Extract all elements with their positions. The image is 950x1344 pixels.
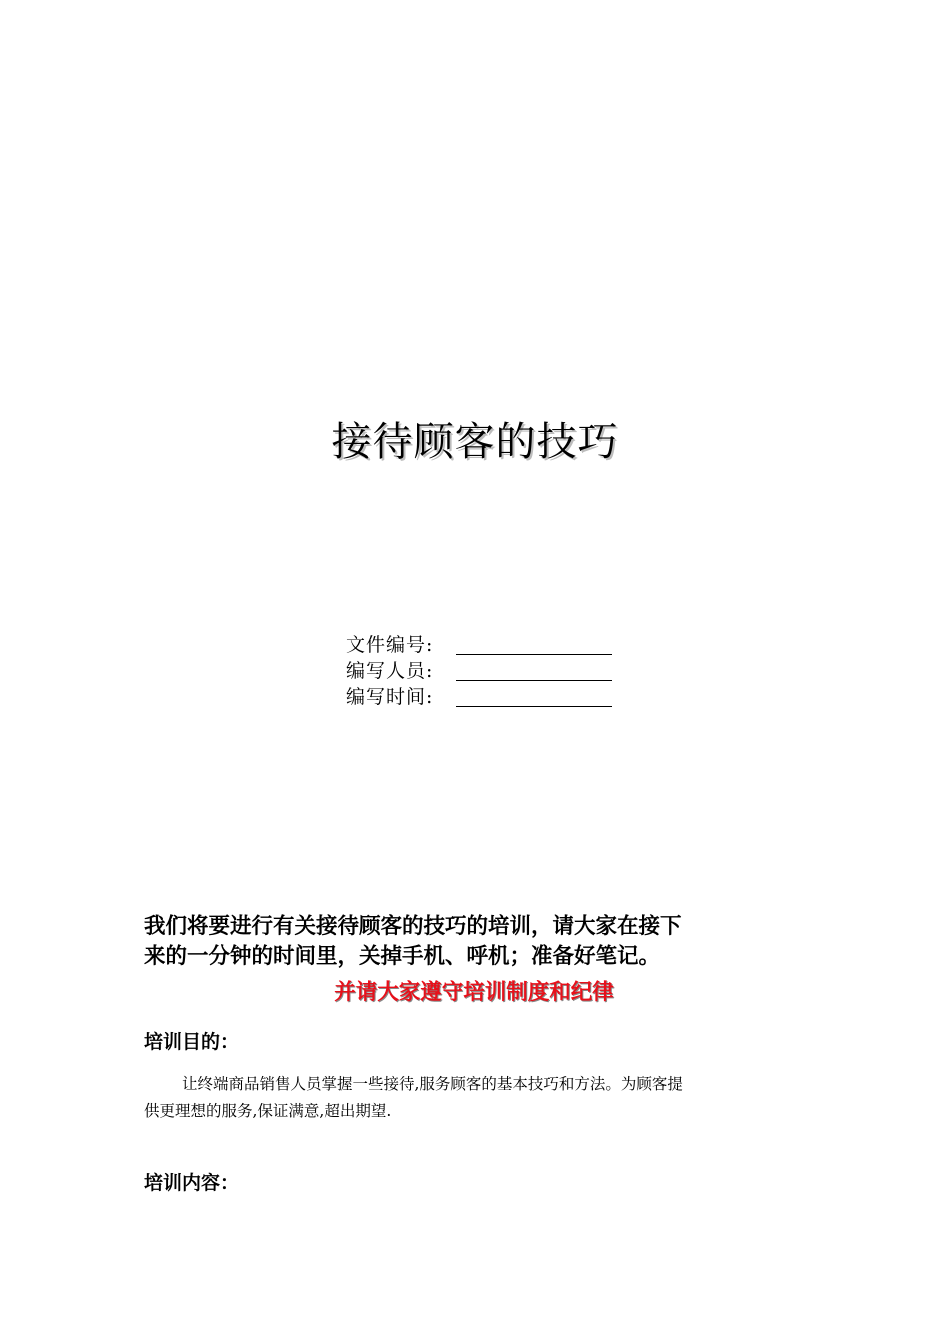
document-title: 接待顾客的技巧 bbox=[331, 419, 619, 465]
document-meta-block bbox=[346, 631, 612, 709]
content-heading: 培训内容： bbox=[144, 1172, 240, 1194]
date-row bbox=[346, 683, 612, 709]
author-blank bbox=[456, 660, 612, 681]
training-notice-line-1: 我们将要进行有关接待顾客的技巧的培训，请大家在接下 bbox=[144, 914, 682, 939]
date-blank bbox=[456, 686, 612, 707]
purpose-line-2: 供更理想的服务,保证满意,超出期望. bbox=[144, 1102, 392, 1120]
author-label: 编写人员: bbox=[346, 660, 434, 682]
file-number-label: 文件编号: bbox=[346, 634, 434, 656]
training-notice-line-2: 来的一分钟的时间里，关掉手机、呼机；准备好笔记。 bbox=[144, 944, 661, 969]
training-notice bbox=[144, 912, 804, 972]
author-row bbox=[346, 657, 612, 683]
purpose-paragraph bbox=[144, 1071, 814, 1125]
file-number-row bbox=[346, 631, 612, 657]
training-rules-reminder: 并请大家遵守培训制度和纪律 bbox=[334, 980, 614, 1005]
date-label: 编写时间: bbox=[346, 686, 434, 708]
file-number-blank bbox=[456, 634, 612, 655]
purpose-heading: 培训目的： bbox=[144, 1031, 240, 1053]
purpose-line-1: 让终端商品销售人员掌握一些接待,服务顾客的基本技巧和方法。为顾客提 bbox=[182, 1075, 683, 1093]
